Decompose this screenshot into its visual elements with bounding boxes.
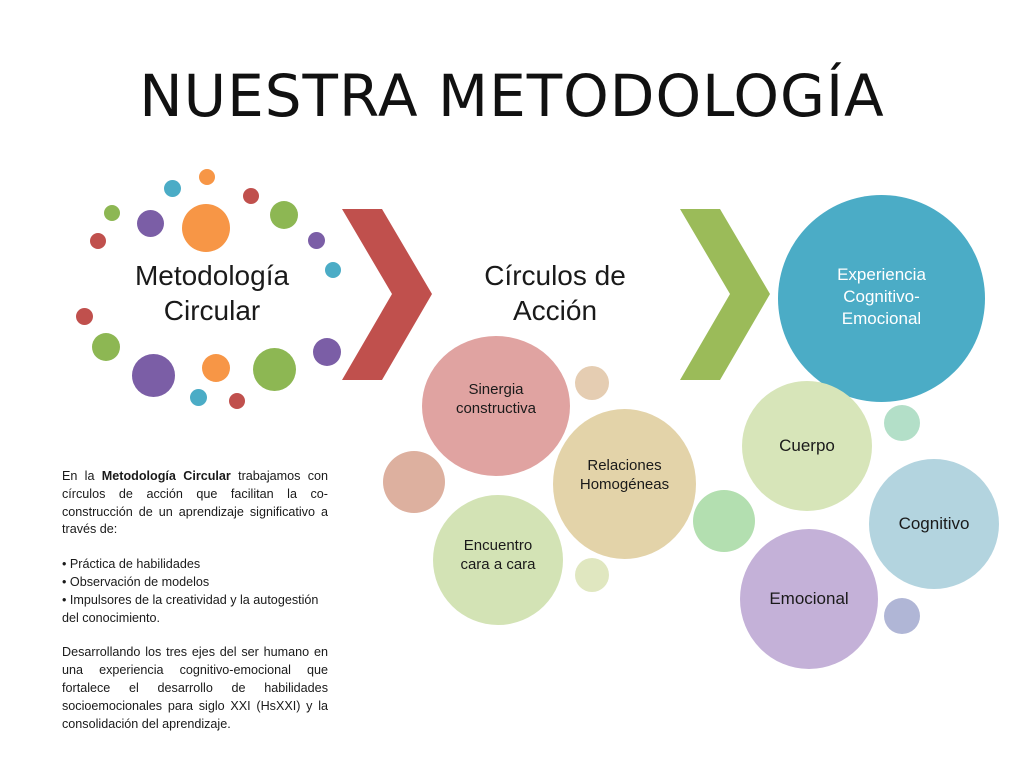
dot [92, 333, 120, 361]
description-text [62, 468, 328, 733]
dot [90, 233, 106, 249]
chevron-arrow-red [340, 207, 435, 382]
dot [137, 210, 164, 237]
dot [270, 201, 298, 229]
dot [132, 354, 175, 397]
dot [325, 262, 341, 278]
intro-prefix: En la [62, 469, 102, 483]
dot [76, 308, 93, 325]
dot [229, 393, 245, 409]
small-bubble [383, 451, 445, 513]
bubble-relaciones-homogeneas [553, 409, 696, 559]
intro-bold: Metodología Circular [101, 469, 231, 483]
dot [253, 348, 296, 391]
bubble-experiencia-text: Experiencia Cognitivo- Emocional [837, 264, 926, 328]
page-title: NUESTRA METODOLOGÍA [139, 62, 885, 130]
dot [190, 389, 207, 406]
bubble-sinergia-constructiva-text: Sinergia constructiva [455, 381, 537, 417]
bubble-emocional-text: Emocional [769, 589, 849, 609]
chevron-arrow-red-shape [342, 209, 432, 380]
intro-suffix: trabajamos con círculos de acción que facilitan la co-construcción de un aprendizaje significativo a través de: [62, 469, 328, 537]
list-item: • Práctica de habilidades [62, 557, 201, 572]
description-intro [62, 468, 328, 539]
bubble-encuentro-cara-a-cara-text: Encuentro cara a cara [460, 537, 536, 573]
dot [308, 232, 325, 249]
list-item: • Observación de modelos [62, 574, 210, 589]
small-bubble [693, 490, 755, 552]
bubble-experiencia-cognitivo-emocional [778, 195, 985, 402]
dot [243, 188, 259, 204]
bubble-cuerpo [742, 381, 872, 511]
bubble-cognitivo [869, 459, 999, 589]
list-item: • Impulsores de la creatividad y la autogestión del conocimiento. [62, 592, 319, 625]
small-bubble [575, 366, 609, 400]
bubble-sinergia-constructiva [422, 336, 570, 476]
bubble-emocional [740, 529, 878, 669]
bubble-cognitivo-text: Cognitivo [898, 514, 970, 534]
circulos-de-accion-label: Círculos de Acción [484, 260, 626, 326]
chevron-arrow-green [678, 207, 773, 382]
bubble-relaciones-homogeneas-text: Relaciones Homogéneas [579, 457, 670, 493]
metodologia-circular-label: Metodología Circular [134, 260, 290, 326]
chevron-arrow-green-shape [680, 209, 770, 380]
bubble-encuentro-cara-a-cara [433, 495, 563, 625]
small-bubble [884, 598, 920, 634]
description-list [62, 556, 328, 627]
dot [202, 354, 230, 382]
small-bubble [575, 558, 609, 592]
dot [199, 169, 215, 185]
description-closing: Desarrollando los tres ejes del ser humano en una experiencia cognitivo-emocional que fortalece el desarrollo de habilidades socioemocionales para siglo XXI (HsXXI) y la consolidación del aprendizaje. [62, 645, 328, 731]
small-bubble [884, 405, 920, 441]
dot [104, 205, 120, 221]
bubble-cuerpo-text: Cuerpo [779, 436, 835, 456]
dot [313, 338, 341, 366]
dot [182, 204, 230, 252]
dot [164, 180, 181, 197]
